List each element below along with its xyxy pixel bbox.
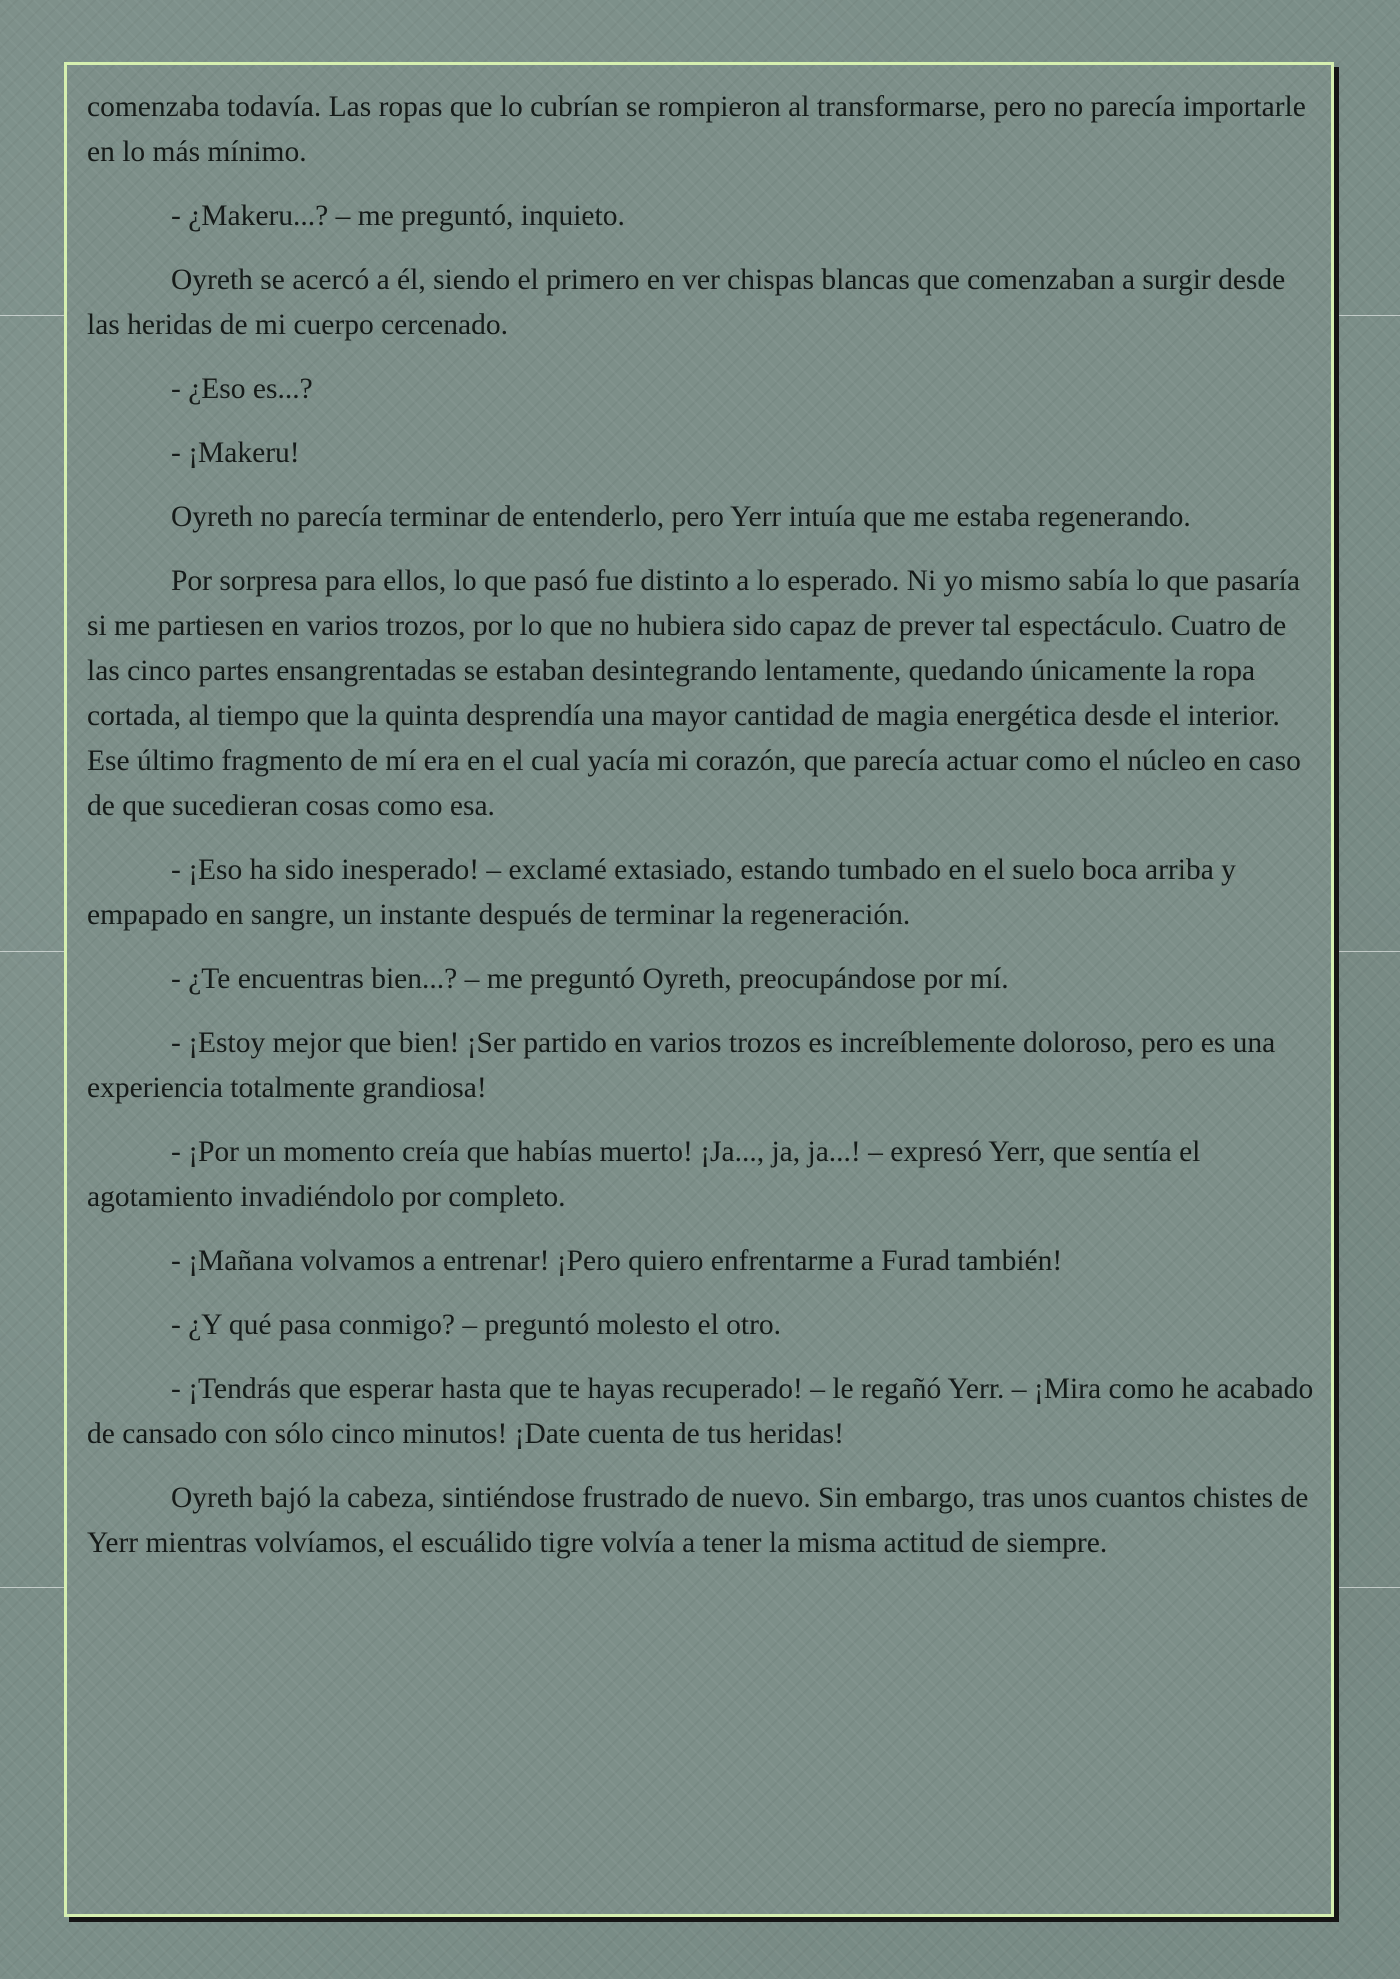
- paragraph: Oyreth no parecía terminar de entenderlo, pero Yerr intuía que me estaba regenerando.: [171, 501, 1191, 533]
- paragraph: - ¡Mañana volvamos a entrenar! ¡Pero quiero enfrentarme a Furad también!: [171, 1245, 1063, 1277]
- paragraph: - ¡Eso ha sido inesperado! – exclamé extasiado, estando tumbado en el suelo boca arriba y empapado en sangre, un instante después de terminar la regeneración.: [87, 854, 1236, 931]
- page-frame: [64, 62, 1334, 1917]
- paragraph: - ¡Makeru!: [171, 437, 300, 469]
- paragraph: - ¡Por un momento creía que habías muerto! ¡Ja..., ja, ja...! – expresó Yerr, que sentía el agotamiento invadiéndolo por completo.: [87, 1136, 1201, 1213]
- paragraph: - ¿Y qué pasa conmigo? – preguntó molesto el otro.: [171, 1309, 782, 1341]
- paragraph: - ¿Eso es...?: [171, 373, 313, 405]
- paragraph: - ¡Tendrás que esperar hasta que te hayas recuperado! – le regañó Yerr. – ¡Mira como he acabado de cansado con sólo cinco minutos! ¡Date cuenta de tus heridas!: [87, 1373, 1314, 1450]
- paragraph: Por sorpresa para ellos, lo que pasó fue distinto a lo esperado. Ni yo mismo sabía lo que pasaría si me partiesen en varios trozos, por lo que no hubiera sido capaz de prever tal espectáculo. Cuatro de las cinco partes ensangrentadas se estaban desintegrando lentamente, quedando únicamente la ropa cortada, al tiempo que la quinta desprendía una mayor cantidad de magia energética desde el interior. Ese último fragmento de mí era en el cual yacía mi corazón, que parecía actuar como el núcleo en caso de que sucedieran cosas como esa.: [87, 565, 1301, 822]
- page-text: [87, 85, 1319, 1585]
- paragraph: - ¿Makeru...? – me preguntó, inquieto.: [171, 200, 625, 232]
- paragraph: Oyreth se acercó a él, siendo el primero en ver chispas blancas que comenzaban a surgir desde las heridas de mi cuerpo cercenado.: [87, 264, 1286, 341]
- paragraph: - ¿Te encuentras bien...? – me preguntó Oyreth, preocupándose por mí.: [171, 963, 1009, 995]
- paragraph: Oyreth bajó la cabeza, sintiéndose frustrado de nuevo. Sin embargo, tras unos cuantos chistes de Yerr mientras volvíamos, el escuálido tigre volvía a tener la misma actitud de siempre.: [87, 1482, 1309, 1559]
- paragraph: comenzaba todavía. Las ropas que lo cubrían se rompieron al transformarse, pero no parecía importarle en lo más mínimo.: [87, 91, 1306, 168]
- paragraph: - ¡Estoy mejor que bien! ¡Ser partido en varios trozos es increíblemente doloroso, pero es una experiencia totalmente grandiosa!: [87, 1027, 1276, 1104]
